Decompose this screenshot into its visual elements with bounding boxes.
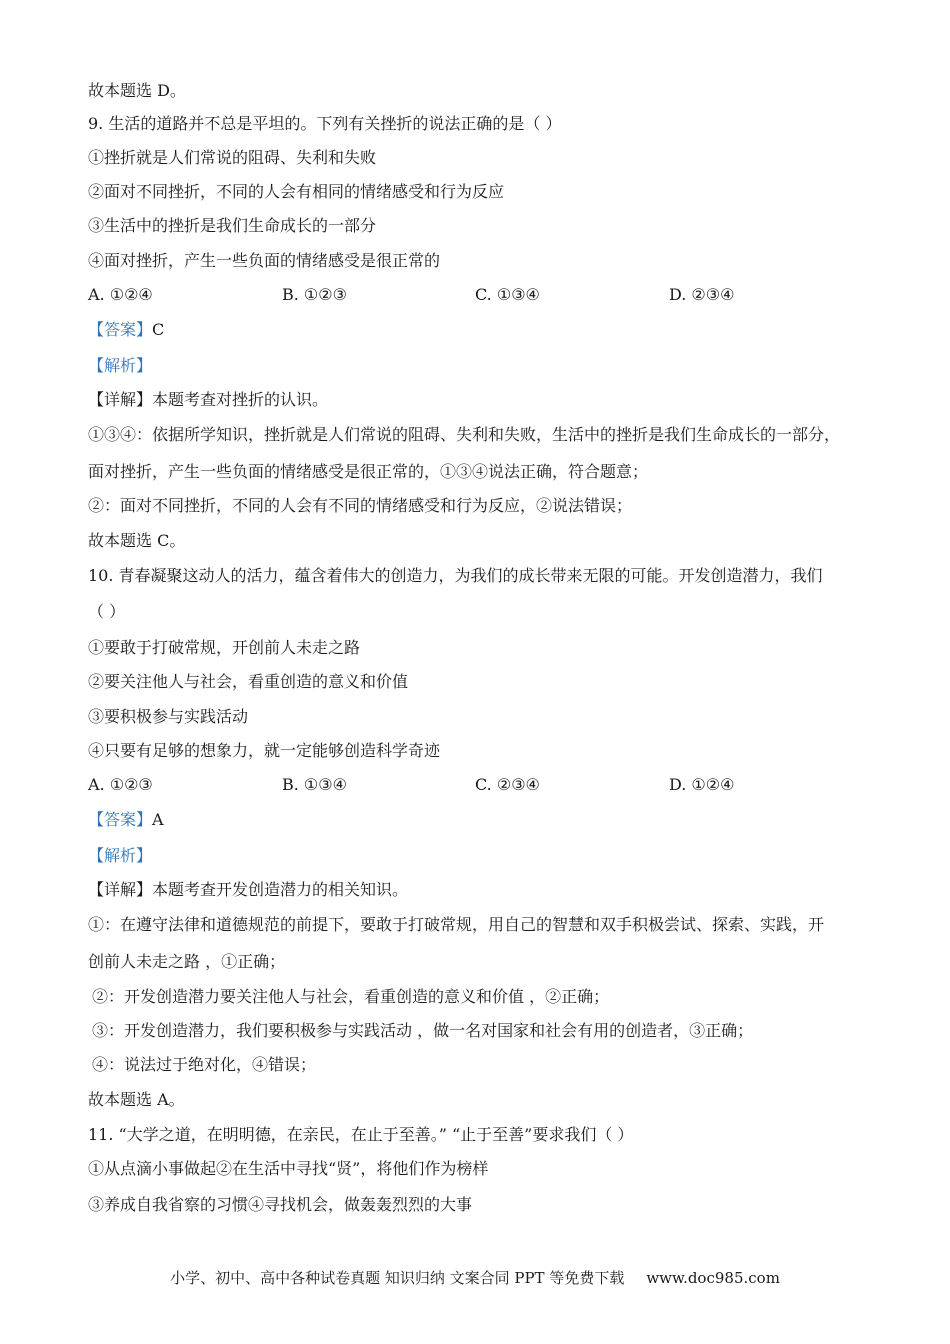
q10-statement-2: ②要关注他人与社会，看重创造的意义和价值 <box>88 672 409 691</box>
answer-conclusion: 故本题选 D。 <box>88 81 186 100</box>
q9-explanation-3: ②：面对不同挫折，不同的人会有不同的情绪感受和行为反应，②说法错误； <box>88 496 633 515</box>
question-10-bracket: （ ） <box>88 602 126 621</box>
q10-option-a: A. ①②③ <box>88 775 153 794</box>
footer-url[interactable]: www.doc985.com <box>646 1269 780 1287</box>
q10-conclusion: 故本题选 A。 <box>88 1090 185 1109</box>
page-footer <box>0 1268 950 1288</box>
q9-answer <box>88 320 164 340</box>
q9-explanation-2: 面对挫折，产生一些负面的情绪感受是很正常的，①③④说法正确，符合题意； <box>88 462 649 481</box>
q9-explanation-1: ①③④：依据所学知识，挫折就是人们常说的阻碍、失利和失败，生活中的挫折是我们生命成长的一部分， <box>88 425 841 444</box>
q10-option-c: C. ②③④ <box>475 775 540 794</box>
q9-statement-3: ③生活中的挫折是我们生命成长的一部分 <box>88 216 377 235</box>
q9-detail <box>88 390 328 410</box>
q10-explanation-5: ④：说法过于绝对化，④错误； <box>92 1055 317 1074</box>
q11-statement-3-4: ③养成自我省察的习惯④寻找机会，做轰轰烈烈的大事 <box>88 1195 473 1214</box>
footer-text: 小学、初中、高中各种试卷真题 知识归纳 文案合同 PPT 等免费下载 <box>170 1269 625 1287</box>
q10-option-d: D. ①②④ <box>669 775 735 794</box>
answer-tag: 【答案】 <box>88 320 153 339</box>
q9-option-c: C. ①③④ <box>475 285 540 304</box>
q10-statement-1: ①要敢于打破常规，开创前人未走之路 <box>88 638 361 657</box>
question-9: 9. 生活的道路并不总是平坦的。下列有关挫折的说法正确的是（ ） <box>88 114 562 133</box>
q9-analysis-tag: 【解析】 <box>88 356 153 375</box>
answer-tag: 【答案】 <box>88 810 153 829</box>
detail-text: 本题考查开发创造潜力的相关知识。 <box>152 880 409 899</box>
q10-answer <box>88 810 164 830</box>
q9-statement-4: ④面对挫折，产生一些负面的情绪感受是很正常的 <box>88 251 441 270</box>
q11-statement-1-2: ①从点滴小事做起②在生活中寻找“贤”，将他们作为榜样 <box>88 1159 489 1178</box>
question-10: 10. 青春凝聚这动人的活力，蕴含着伟大的创造力，为我们的成长带来无限的可能。开发创造潜力，我们 <box>88 566 823 585</box>
q10-explanation-4: ③：开发创造潜力，我们要积极参与实践活动 ，做一名对国家和社会有用的创造者，③正确； <box>92 1021 754 1040</box>
q10-explanation-1: ①：在遵守法律和道德规范的前提下，要敢于打破常规，用自己的智慧和双手积极尝试、探索、实践，开 <box>88 915 825 934</box>
answer-value: A <box>152 810 164 829</box>
answer-value: C <box>152 320 165 339</box>
q10-detail <box>88 880 408 900</box>
q9-option-d: D. ②③④ <box>669 285 735 304</box>
q10-analysis-tag: 【解析】 <box>88 846 153 865</box>
q9-statement-1: ①挫折就是人们常说的阻碍、失利和失败 <box>88 148 377 167</box>
question-11: 11. “大学之道，在明明德，在亲民，在止于至善。” “止于至善”要求我们（ ） <box>88 1125 634 1144</box>
q9-conclusion: 故本题选 C。 <box>88 531 186 550</box>
detail-text: 本题考查对挫折的认识。 <box>152 390 329 409</box>
q10-statement-4: ④只要有足够的想象力，就一定能够创造科学奇迹 <box>88 741 441 760</box>
q10-option-b: B. ①③④ <box>282 775 347 794</box>
q10-statement-3: ③要积极参与实践活动 <box>88 707 249 726</box>
q9-option-a: A. ①②④ <box>88 285 153 304</box>
q9-statement-2: ②面对不同挫折，不同的人会有相同的情绪感受和行为反应 <box>88 182 505 201</box>
q9-option-b: B. ①②③ <box>282 285 347 304</box>
q10-explanation-3: ②：开发创造潜力要关注他人与社会，看重创造的意义和价值 ，②正确； <box>92 987 610 1006</box>
q10-explanation-2: 创前人未走之路 ，①正确； <box>88 952 286 971</box>
detail-tag: 【详解】 <box>88 880 153 899</box>
detail-tag: 【详解】 <box>88 390 153 409</box>
